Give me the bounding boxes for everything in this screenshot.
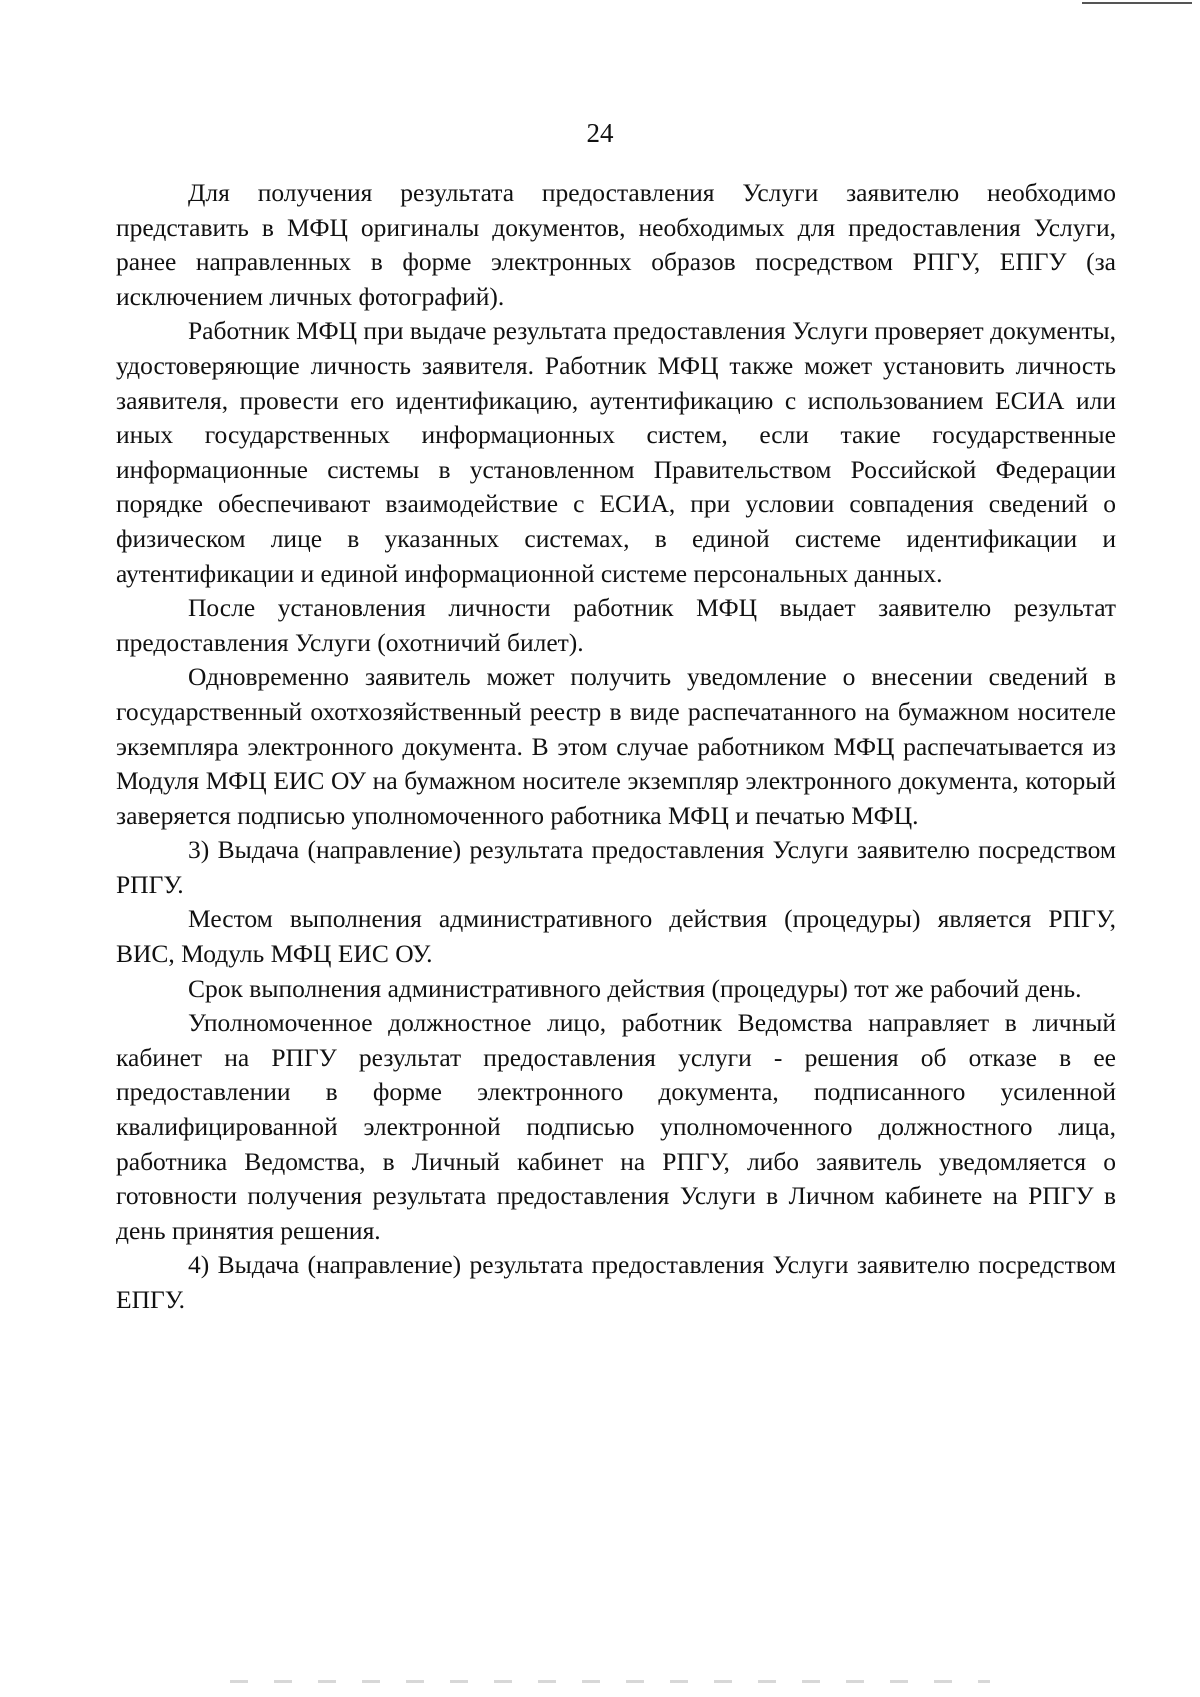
- document-body: [116, 176, 1116, 1318]
- scan-artifact: [230, 1680, 990, 1683]
- paragraph: Работник МФЦ при выдаче результата предоставления Услуги проверяет документы, удостоверяющие личность заявителя. Работник МФЦ также может установить личность заявителя, провести его идентификацию, аутентификацию с использованием ЕСИА или иных государственных информационных систем, если такие государственные информационные системы в установленном Правительством Российской Федерации порядке обеспечивают взаимодействие с ЕСИА, при условии совпадения сведений о физическом лице в указанных системах, в единой системе идентификации и аутентификации и единой информационной системе персональных данных.: [116, 316, 1116, 588]
- paragraph: 4) Выдача (направление) результата предоставления Услуги заявителю посредством ЕПГУ.: [116, 1250, 1116, 1314]
- paragraph: Уполномоченное должностное лицо, работник Ведомства направляет в личный кабинет на РПГУ результат предоставления услуги - решения об отказе в ее предоставлении в форме электронного документа, подписанного усиленной квалифицированной электронной подписью уполномоченного должностного лица, работника Ведомства, в Личный кабинет на РПГУ, либо заявитель уведомляется о готовности получения результата предоставления Услуги в Личном кабинете на РПГУ в день принятия решения.: [116, 1008, 1116, 1245]
- paragraph: Одновременно заявитель может получить уведомление о внесении сведений в государственный охотхозяйственный реестр в виде распечатанного на бумажном носителе экземпляра электронного документа. В этом случае работником МФЦ распечатывается из Модуля МФЦ ЕИС ОУ на бумажном носителе экземпляр электронного документа, который заверяется подписью уполномоченного работника МФЦ и печатью МФЦ.: [116, 662, 1116, 830]
- page-number: 24: [586, 118, 614, 148]
- paragraph: Для получения результата предоставления Услуги заявителю необходимо представить в МФЦ оригиналы документов, необходимых для предоставления Услуги, ранее направленных в форме электронных образов посредством РПГУ, ЕПГУ (за исключением личных фотографий).: [116, 178, 1116, 311]
- paragraph: Местом выполнения административного действия (процедуры) является РПГУ, ВИС, Модуль МФЦ ЕИС ОУ.: [116, 904, 1116, 969]
- scan-artifact: [1082, 2, 1192, 4]
- paragraph: После установления личности работник МФЦ выдает заявителю результат предоставления Услуги (охотничий билет).: [116, 593, 1116, 657]
- paragraph: Срок выполнения административного действия (процедуры) тот же рабочий день.: [188, 973, 1082, 1003]
- paragraph: 3) Выдача (направление) результата предоставления Услуги заявителю посредством РПГУ.: [116, 835, 1116, 899]
